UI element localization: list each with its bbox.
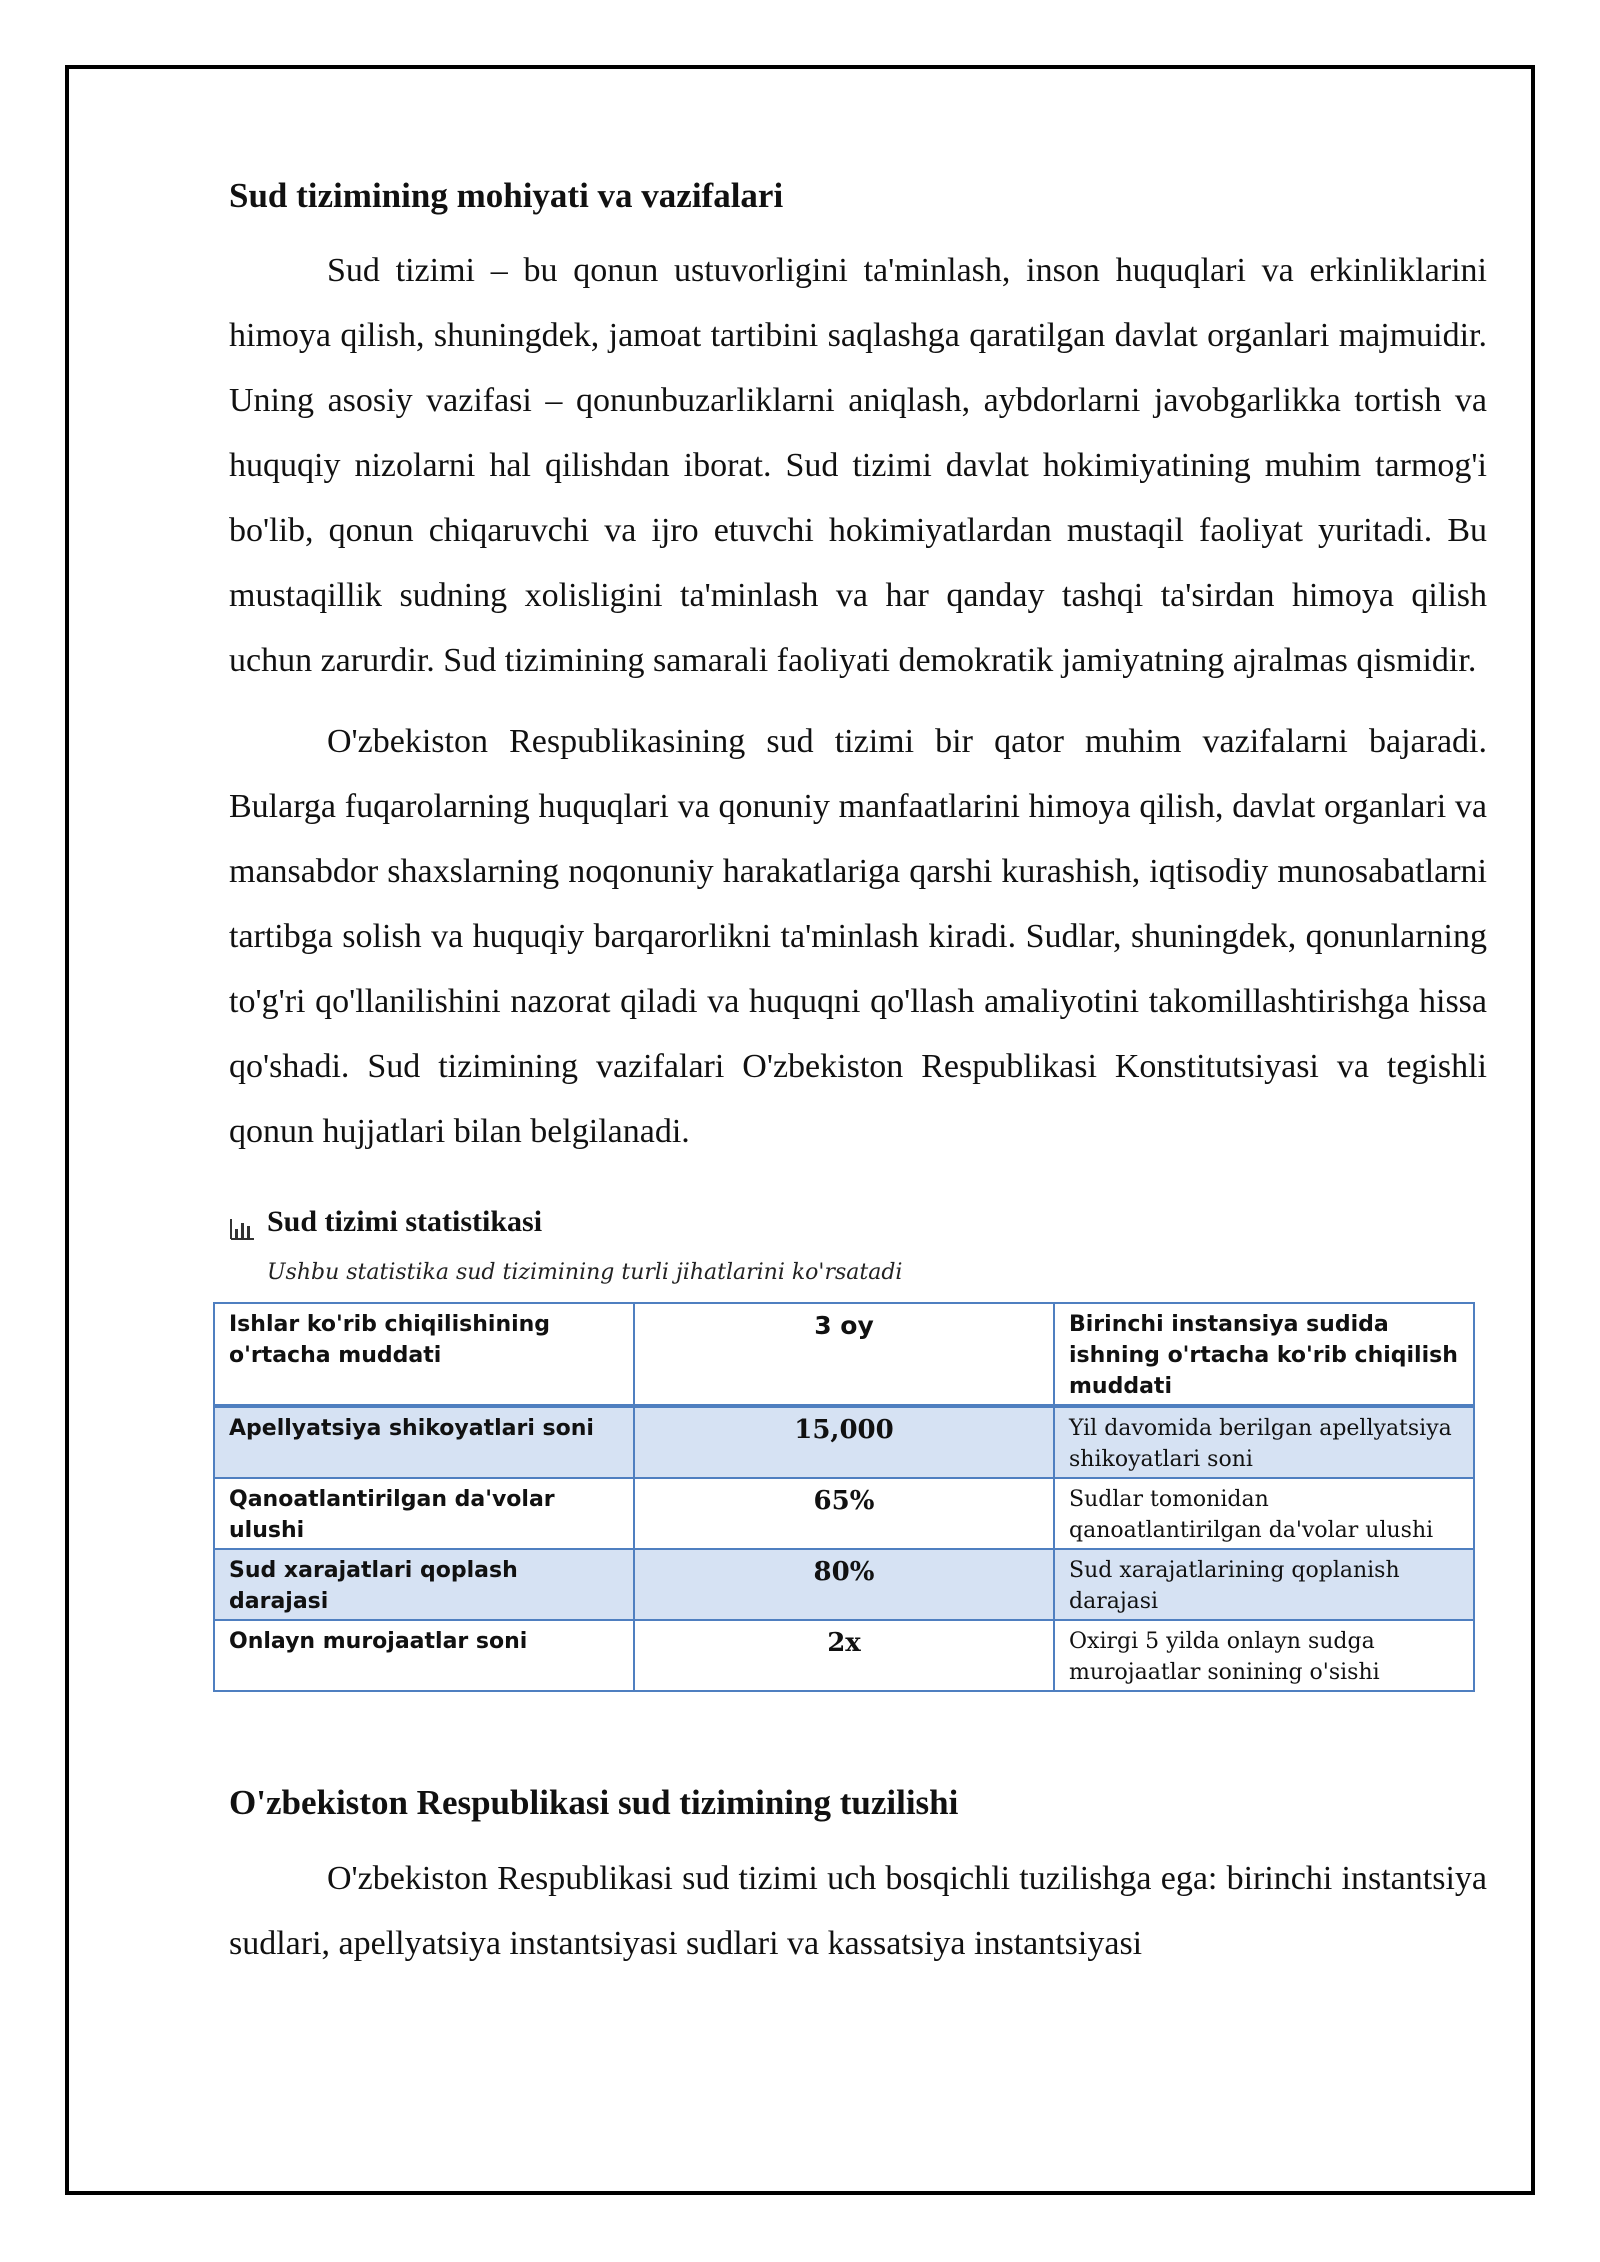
- stat-label: Qanoatlantirilgan da'volar ulushi: [214, 1478, 634, 1549]
- stats-title-text: Sud tizimi statistikasi: [267, 1205, 543, 1238]
- table-row: [214, 1549, 1474, 1620]
- document-content: [229, 172, 1487, 1976]
- stats-title: [229, 1200, 1487, 1244]
- table-row: [214, 1620, 1474, 1691]
- stat-value: 3 oy: [634, 1303, 1054, 1406]
- stat-description: Oxirgi 5 yilda onlayn sudga murojaatlar sonining o'sishi: [1054, 1620, 1474, 1691]
- stat-value: 65%: [634, 1478, 1054, 1549]
- stat-description: Sud xarajatlarining qoplanish darajasi: [1054, 1549, 1474, 1620]
- stats-subtitle: Ushbu statistika sud tizimining turli jihatlarini ko'rsatadi: [267, 1260, 903, 1285]
- paragraph-functions: O'zbekiston Respublikasining sud tizimi bir qator muhim vazifalarni bajaradi. Bularga fuqarolarning huquqlari va qonuniy manfaatlarini himoya qilish, davlat organlari va mansabdor shaxslarning noqonuniy harakatlariga qarshi kurashish, iqtisodiy munosabatlarni tartibga solish va huquqiy barqarorlikni ta'minlash kiradi. Sudlar, shuningdek, qonunlarning to'g'ri qo'llanilishini nazorat qiladi va huquqni qo'llash amaliyotini takomillashtirishga hissa qo'shadi. Sud tizimining vazifalari O'zbekiston Respublikasi Konstitutsiyasi va tegishli qonun hujjatlari bilan belgilanadi.: [229, 723, 1487, 1150]
- table-row: [214, 1406, 1474, 1478]
- section-heading-essence: Sud tizimining mohiyati va vazifalari: [229, 176, 784, 215]
- stat-description: Sudlar tomonidan qanoatlantirilgan da'volar ulushi: [1054, 1478, 1474, 1549]
- stat-label: Onlayn murojaatlar soni: [214, 1620, 634, 1691]
- stats-table: [213, 1302, 1475, 1692]
- stat-label: Sud xarajatlari qoplash darajasi: [214, 1549, 634, 1620]
- table-row: [214, 1303, 1474, 1406]
- section-heading-structure: O'zbekiston Respublikasi sud tizimining tuzilishi: [229, 1783, 959, 1822]
- stat-label: Apellyatsiya shikoyatlari soni: [214, 1406, 634, 1478]
- stat-value: 80%: [634, 1549, 1054, 1620]
- stat-value: 2x: [634, 1620, 1054, 1691]
- paragraph-essence: Sud tizimi – bu qonun ustuvorligini ta'minlash, inson huquqlari va erkinliklarini himoya qilish, shuningdek, jamoat tartibini saqlashga qaratilgan davlat organlari majmuidir. Uning asosiy vazifasi – qonunbuzarliklarni aniqlash, aybdorlarni javobgarlikka tortish va huquqiy nizolarni hal qilishdan iborat. Sud tizimi davlat hokimiyatining muhim tarmog'i bo'lib, qonun chiqaruvchi va ijro etuvchi hokimiyatlardan mustaqil faoliyat yuritadi. Bu mustaqillik sudning xolisligini ta'minlash va har qanday tashqi ta'sirdan himoya qilish uchun zarurdir. Sud tizimining samarali faoliyati demokratik jamiyatning ajralmas qismidir.: [229, 252, 1487, 679]
- paragraph-structure: O'zbekiston Respublikasi sud tizimi uch bosqichli tuzilishga ega: birinchi instantsiya sudlari, apellyatsiya instantsiyasi sudlari va kassatsiya instantsiyasi: [229, 1860, 1487, 1962]
- table-row: [214, 1478, 1474, 1549]
- bar-chart-icon: [229, 1210, 255, 1234]
- stat-value: 15,000: [634, 1406, 1054, 1478]
- stat-description: Birinchi instansiya sudida ishning o'rtacha ko'rib chiqilish muddati: [1054, 1303, 1474, 1406]
- stat-label: Ishlar ko'rib chiqilishining o'rtacha muddati: [214, 1303, 634, 1406]
- stat-description: Yil davomida berilgan apellyatsiya shikoyatlari soni: [1054, 1406, 1474, 1478]
